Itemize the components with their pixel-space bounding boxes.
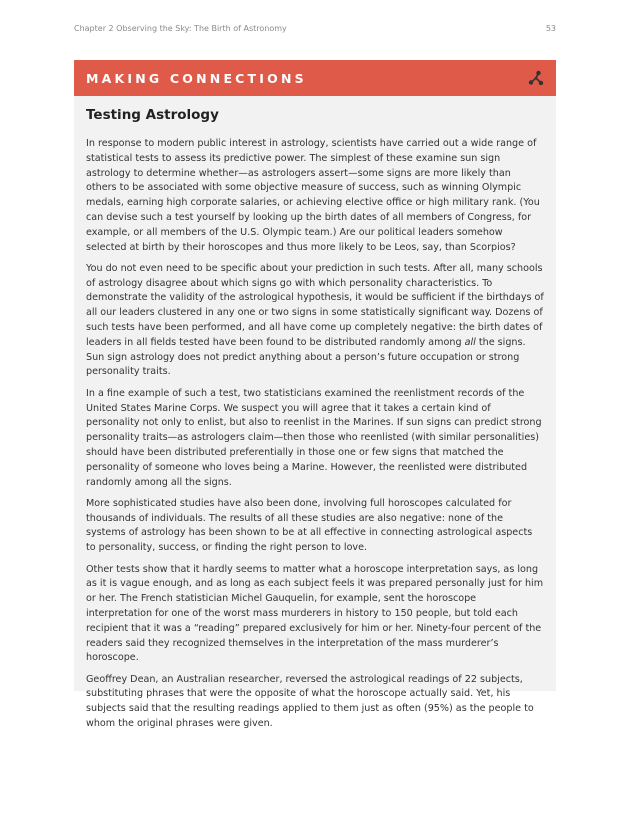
banner-title: MAKING CONNECTIONS (86, 70, 307, 86)
paragraph-3: In a fine example of such a test, two statisticians examined the reenlistment records of the United States Marine Corps. We suspect you will agree that it takes a certain kind of personality not only to enlist, but also to reenlist in the Marines. If sun signs can predict strong personality traits—as astrologers claim—then those who reenlisted (with similar personalities) should have been distributed preferentially in those one or few signs that matched the personality of someone who loves being a Marine. However, the reenlisted were distributed randomly among all the signs. (86, 387, 542, 488)
feature-title: Testing Astrology (86, 107, 219, 123)
paragraph-4: More sophisticated studies have also been done, involving full horoscopes calculated for thousands of individuals. The results of all these studies are also negative: none of the systems of astrology has been shown to be at all effective in connecting astrological aspects to personality, success, or finding the right person to love. (86, 497, 533, 554)
page-number: 53 (545, 24, 556, 33)
paragraph-2-emphasis: all (464, 336, 476, 348)
paragraph-2-text-start: You do not even need to be specific about your prediction in such tests. After all, many schools of astrology disagree about which signs go with which personality characteristics. To demonstrate the validity of the astrological hypothesis, it would be sufficient if the birthdays of all our leaders clustered in any one or two signs in some statistically significant way. Dozens of such tests have been performed, and all have come up completely negative: the birth dates of leaders in all fields tested have been found to be distributed randomly among (86, 262, 544, 348)
feature-banner (74, 60, 556, 96)
connections-icon (528, 70, 544, 86)
making-connections-box (74, 60, 556, 729)
paragraph-6: Geoffrey Dean, an Australian researcher, reversed the astrological readings of 22 subjects, substituting phrases that were the opposite of what the horoscope actually said. Yet, his subjects said that the resulting readings applied to them just as often (95%) as the people to whom the original phrases were given. (86, 673, 534, 729)
chapter-title: Chapter 2 Observing the Sky: The Birth of Astronomy (74, 24, 287, 33)
paragraph-5: Other tests show that it hardly seems to matter what a horoscope interpretation says, as long as it is vague enough, and as long as each subject feels it was prepared personally just for him or her. The French statistician Michel Gauquelin, for example, sent the horoscope interpretation for one of the worst mass murderers in history to 150 people, but told each recipient that it was a “reading” prepared exclusively for him or her. Ninety-four percent of the readers said they recognized themselves in the interpretation of the mass murderer’s horoscope. (86, 563, 544, 664)
paragraph-1: In response to modern public interest in astrology, scientists have carried out a wide range of statistical tests to assess its predictive power. The simplest of these examine sun sign astrology to determine whether—as astrologers assert—some signs are more likely than others to be associated with some objective measure of success, such as winning Olympic medals, earning high corporate salaries, or achieving elective office or high military rank. (You can devise such a test yourself by looking up the birth dates of all members of Congress, for example, or all members of the U.S. Olympic team.) Are our political leaders somehow selected at birth by their horoscopes and thus more likely to be Leos, say, than Scorpios? (86, 138, 540, 253)
paragraph-2-text-end: the signs. Sun sign astrology does not predict anything about a person’s future occupation or strong personality traits. (86, 336, 526, 378)
paragraph-2 (86, 262, 544, 380)
feature-body (74, 96, 556, 732)
running-header (74, 24, 556, 33)
